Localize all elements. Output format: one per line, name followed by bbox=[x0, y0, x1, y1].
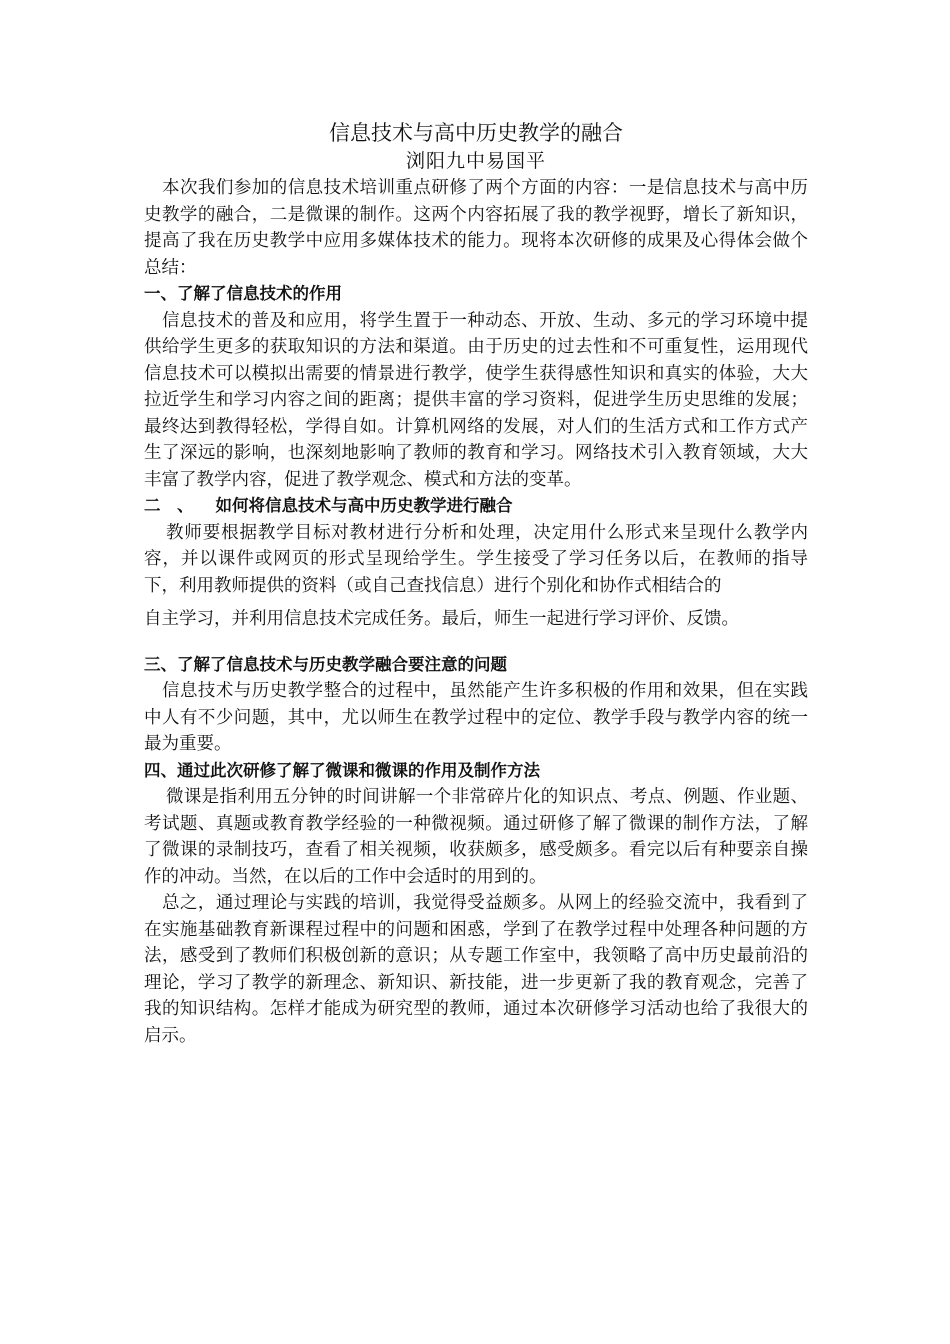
section-4-heading: 四、通过此次研修了解了微课和微课的作用及制作方法 bbox=[144, 760, 540, 780]
section-1-heading: 一、了解了信息技术的作用 bbox=[144, 284, 342, 303]
section-1-body: 信息技术的普及和应用，将学生置于一种动态、开放、生动、多元的学习环境中提供给学生更多的获取知识的方法和渠道。由于历史的过去性和不可重复性，运用现代信息技术可以模拟出需要的情景进行教学，使学生获得感性知识和真实的体验，大大拉近学生和学习内容之间的距离；提供丰富的学习资料，促进学生历史思维的发展；最终达到教得轻松，学得自如。计算机网络的发展，对人们的生活方式和工作方式产生了深远的影响，也深刻地影响了教师的教育和学习。网络技术引入教育领域，大大丰富了教学内容，促进了教学观念、模式和方法的变革。 bbox=[144, 310, 808, 490]
document-title: 信息技术与高中历史教学的融合 bbox=[329, 121, 623, 145]
section-2-body-part1: 教师要根据教学目标对教材进行分析和处理，决定用什么形式来呈现什么教学内容，并以课件或网页的形式呈现给学生。学生接受了学习任务以后，在教师的指导下，利用教师提供的资料（或自己查找信息）进行个别化和协作式相结合的 bbox=[144, 522, 808, 596]
intro-paragraph: 本次我们参加的信息技术培训重点研修了两个方面的内容：一是信息技术与高中历史教学的融合，二是微课的制作。这两个内容拓展了我的教学视野，增长了新知识，提高了我在历史教学中应用多媒体技术的能力。现将本次研修的成果及心得体会做个总结： bbox=[144, 178, 808, 278]
document-page bbox=[144, 118, 808, 1049]
section-3-body: 信息技术与历史教学整合的过程中，虽然能产生许多积极的作用和效果，但在实践中人有不少问题，其中，尤以师生在教学过程中的定位、教学手段与教学内容的统一最为重要。 bbox=[144, 681, 808, 754]
section-2-heading bbox=[144, 493, 808, 520]
section-3-heading: 三、了解了信息技术与历史教学融合要注意的问题 bbox=[144, 654, 507, 674]
section-2-heading-text: 如何将信息技术与高中历史教学进行融合 bbox=[215, 496, 513, 515]
section-2-heading-number: 二 、 bbox=[144, 496, 194, 515]
author-line: 浏阳九中易国平 bbox=[405, 150, 546, 172]
section-2-body-part2: 自主学习，并利用信息技术完成任务。最后，师生一起进行学习评价、反馈。 bbox=[144, 609, 739, 629]
conclusion-paragraph: 总之，通过理论与实践的培训，我觉得受益颇多。从网上的经验交流中，我看到了在实施基础教育新课程过程中的问题和困惑，学到了在教学过程中处理各种问题的方法，感受到了教师们积极创新的意识；从专题工作室中，我领略了高中历史最前沿的理论，学习了教学的新理念、新知识、新技能，进一步更新了我的教育观念，完善了我的知识结构。怎样才能成为研究型的教师，通过本次研修学习活动也给了我很大的启示。 bbox=[144, 893, 808, 1046]
section-4-body: 微课是指利用五分钟的时间讲解一个非常碎片化的知识点、考点、例题、作业题、考试题、真题或教育教学经验的一种微视频。通过研修了解了微课的制作方法，了解了微课的录制技巧，查看了相关视频，收获颇多，感受颇多。看完以后有种要亲自操作的冲动。当然，在以后的工作中会适时的用到的。 bbox=[144, 787, 808, 887]
